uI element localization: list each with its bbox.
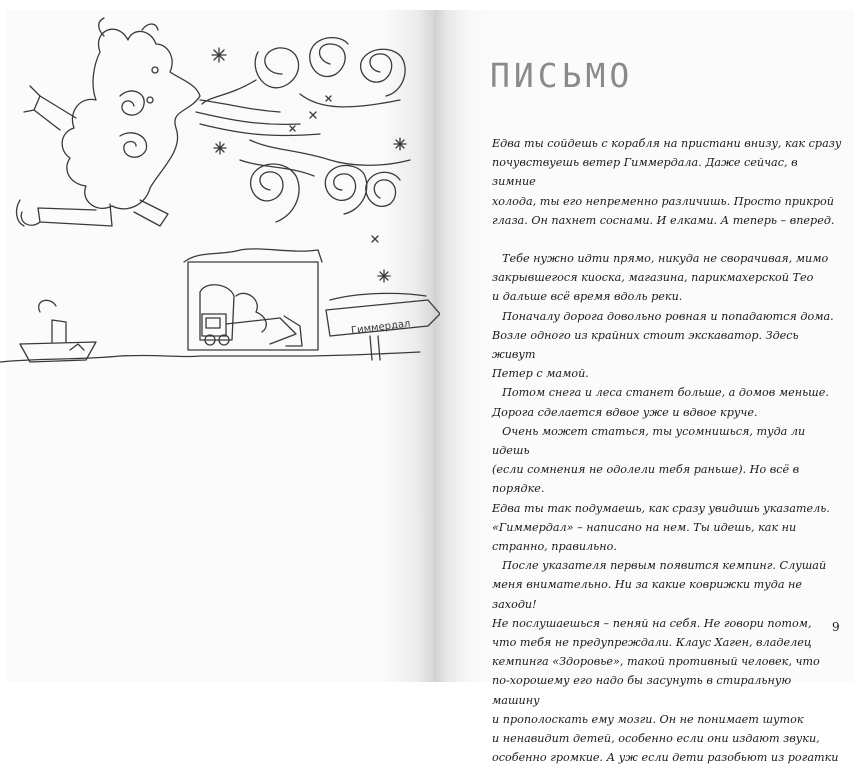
wind-figure	[62, 29, 200, 209]
text-line: «Гиммердал» – написано на нем. Ты идешь, как ни	[492, 520, 797, 534]
text-line: что тебя не предупреждали. Клаус Хаген, владелец	[492, 636, 812, 650]
text-line: Дорога сделается вдвое уже и вдвое круче.	[492, 405, 758, 419]
text-line: закрывшегося киоска, магазина, парикмахерской Тео	[492, 271, 814, 285]
text-line: по-хорошему его надо бы засунуть в стиральную машину	[492, 674, 792, 707]
text-line: почувствуешь ветер Гиммердала. Даже сейчас, в зимние	[492, 156, 798, 189]
text-line: Едва ты так подумаешь, как сразу увидишь указатель.	[492, 501, 830, 515]
text-line: Петер с мамой.	[492, 367, 589, 381]
text-line: кемпинга «Здоровье», такой противный человек, что	[492, 655, 820, 669]
text-line: холода, ты его непременно различишь. Просто прикрой	[492, 194, 834, 208]
text-line: особенно громкие. А уж если дети разобьют из рогатки	[492, 751, 839, 765]
text-line: Поначалу дорога довольно ровная и попадаются дома.	[502, 309, 834, 323]
text-line: После указателя первым появится кемпинг. Слушай	[502, 559, 827, 573]
text-line: Возле одного из крайних стоит экскаватор. Здесь живут	[492, 328, 799, 362]
text-line: Едва ты сойдешь с корабля на пристани внизу, как сразу	[492, 137, 842, 150]
wind-spiral	[255, 48, 298, 88]
text-line: меня внимательно. Ни за какие коврижки туда не заходи!	[492, 578, 803, 611]
text-line: и дальше всё время вдоль реки.	[492, 290, 683, 304]
text-line: Очень может статься, ты усомнишься, туда ли идешь	[492, 424, 806, 458]
text-line: (если сомнения не одолели тебя раньше). Но всё в порядке.	[492, 463, 800, 496]
chapter-title: ПИСЬМО	[490, 56, 634, 95]
text-line: странно, правильно.	[492, 540, 617, 554]
text-line: Тебе нужно идти прямо, никуда не сворачивая, мимо	[502, 252, 829, 266]
gimmerdal-drawing	[0, 0, 440, 380]
wind-spiral	[251, 164, 299, 222]
text-line: глаза. Он пахнет соснами. И елками. А теперь – вперед.	[492, 213, 835, 227]
text-line: Не послушаешься – пеняй на себя. Не говори потом,	[492, 616, 812, 630]
sign-label: Гиммердал	[350, 318, 411, 337]
text-line: и прополоскать ему мозги. Он не понимает шуток	[492, 712, 804, 726]
page-number: 9	[832, 620, 840, 634]
illustration	[0, 0, 440, 380]
garage-building	[188, 262, 318, 350]
body-text	[492, 134, 842, 768]
text-line: Потом снега и леса станет больше, а домов меньше.	[502, 386, 829, 400]
text-line: и ненавидит детей, особенно если они издают звуки,	[492, 732, 820, 746]
